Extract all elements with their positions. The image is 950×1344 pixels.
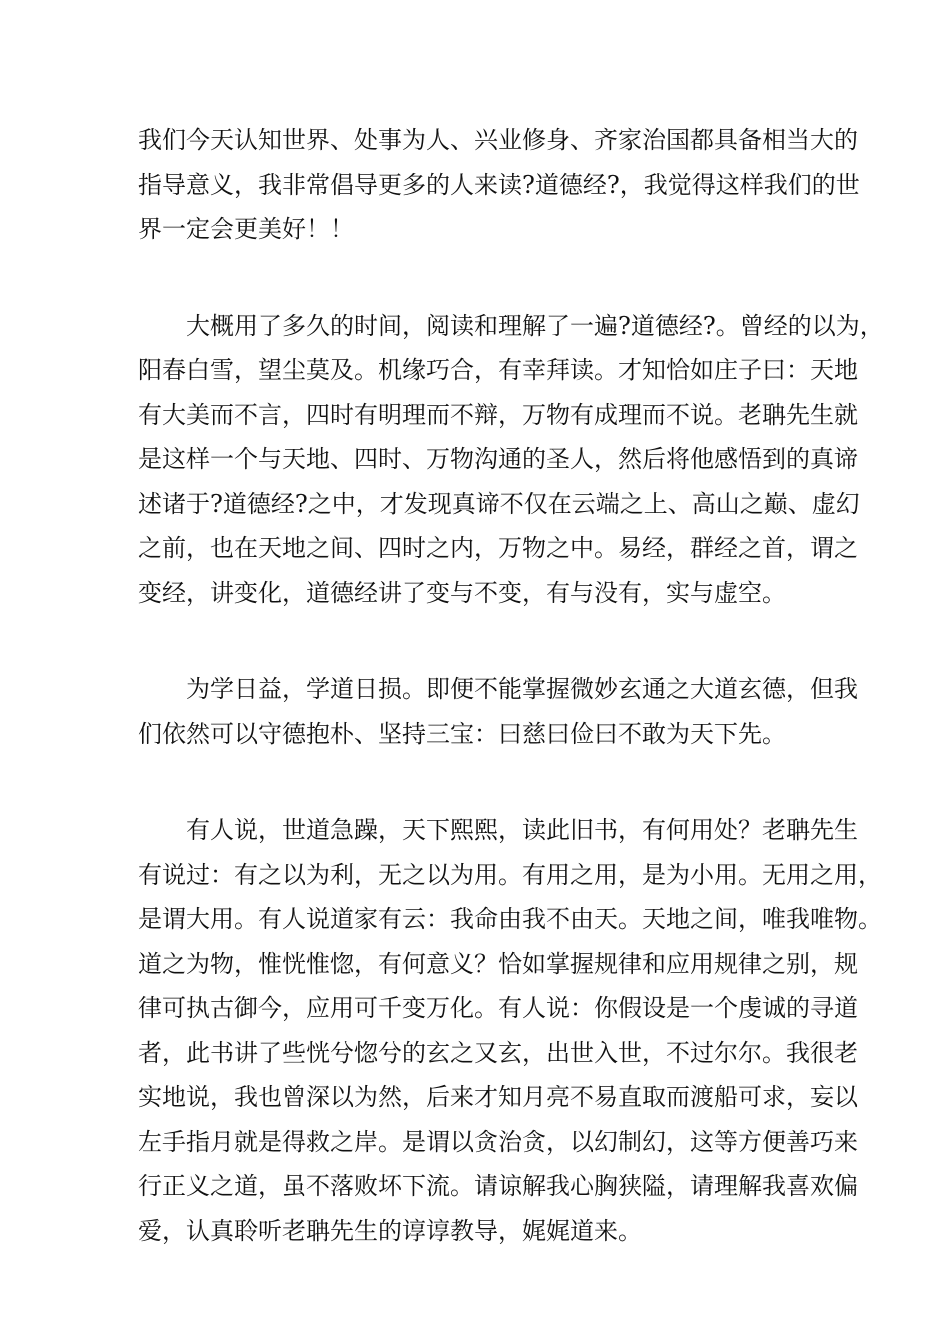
body-text <box>138 118 884 1253</box>
text-line: 我们今天认知世界、处事为人、兴业修身、齐家治国都具备相当大的 <box>138 126 858 154</box>
paragraph-spacer <box>138 252 828 304</box>
paragraph-spacer <box>138 756 828 808</box>
text-line: 为学日益，学道日损。即便不能掌握微妙玄通之大道玄德，但我 <box>186 675 858 703</box>
text-line: 阳春白雪，望尘莫及。机缘巧合，有幸拜读。才知恰如庄子曰：天地 <box>138 356 858 384</box>
text-line: 是谓大用。有人说道家有云：我命由我不由天。天地之间，唯我唯物。 <box>138 905 882 933</box>
paragraph-4 <box>138 808 882 1253</box>
text-line: 之前，也在天地之间、四时之内，万物之中。易经，群经之首，谓之 <box>138 534 858 562</box>
paragraph-1 <box>138 118 860 252</box>
text-line: 是这样一个与天地、四时、万物沟通的圣人，然后将他感悟到的真谛 <box>138 445 858 473</box>
text-line: 们依然可以守德抱朴、坚持三宝：曰慈曰俭曰不敢为天下先。 <box>138 719 786 748</box>
text-line: 述诸于?道德经?之中，才发现真谛不仅在云端之上、高山之巅、虚幻 <box>138 489 860 518</box>
text-line: 指导意义，我非常倡导更多的人来读?道德经?，我觉得这样我们的世 <box>138 170 860 199</box>
text-line: 界一定会更美好！！ <box>138 215 354 243</box>
paragraph-3 <box>138 667 858 756</box>
text-line: 行正义之道，虽不落败坏下流。请谅解我心胸狭隘，请理解我喜欢偏 <box>138 1172 858 1200</box>
text-line: 左手指月就是得救之岸。是谓以贪治贪，以幻制幻，这等方便善巧来 <box>138 1127 858 1156</box>
paragraph-2 <box>138 304 884 616</box>
text-line: 实地说，我也曾深以为然，后来才知月亮不易直取而渡船可求，妄以 <box>138 1083 858 1111</box>
paragraph-spacer <box>138 615 828 667</box>
text-line: 大概用了多久的时间，阅读和理解了一遍?道德经?。曾经的以为， <box>186 311 884 340</box>
text-line: 变经，讲变化，道德经讲了变与不变，有与没有，实与虚空。 <box>138 578 786 607</box>
text-line: 道之为物，惟恍惟惚，有何意义？恰如掌握规律和应用规律之别，规 <box>138 949 858 978</box>
text-line: 律可执古御今，应用可千变万化。有人说：你假设是一个虔诚的寻道 <box>138 994 858 1022</box>
text-line: 有人说，世道急躁，天下熙熙，读此旧书，有何用处？老聃先生 <box>186 816 858 844</box>
text-line: 爱，认真聆听老聃先生的谆谆教导，娓娓道来。 <box>138 1216 642 1245</box>
text-line: 有大美而不言，四时有明理而不辩，万物有成理而不说。老聃先生就 <box>138 400 858 429</box>
text-line: 者，此书讲了些恍兮惚兮的玄之又玄，出世入世，不过尔尔。我很老 <box>138 1038 858 1067</box>
text-line: 有说过：有之以为利，无之以为用。有用之用，是为小用。无用之用， <box>138 860 882 889</box>
